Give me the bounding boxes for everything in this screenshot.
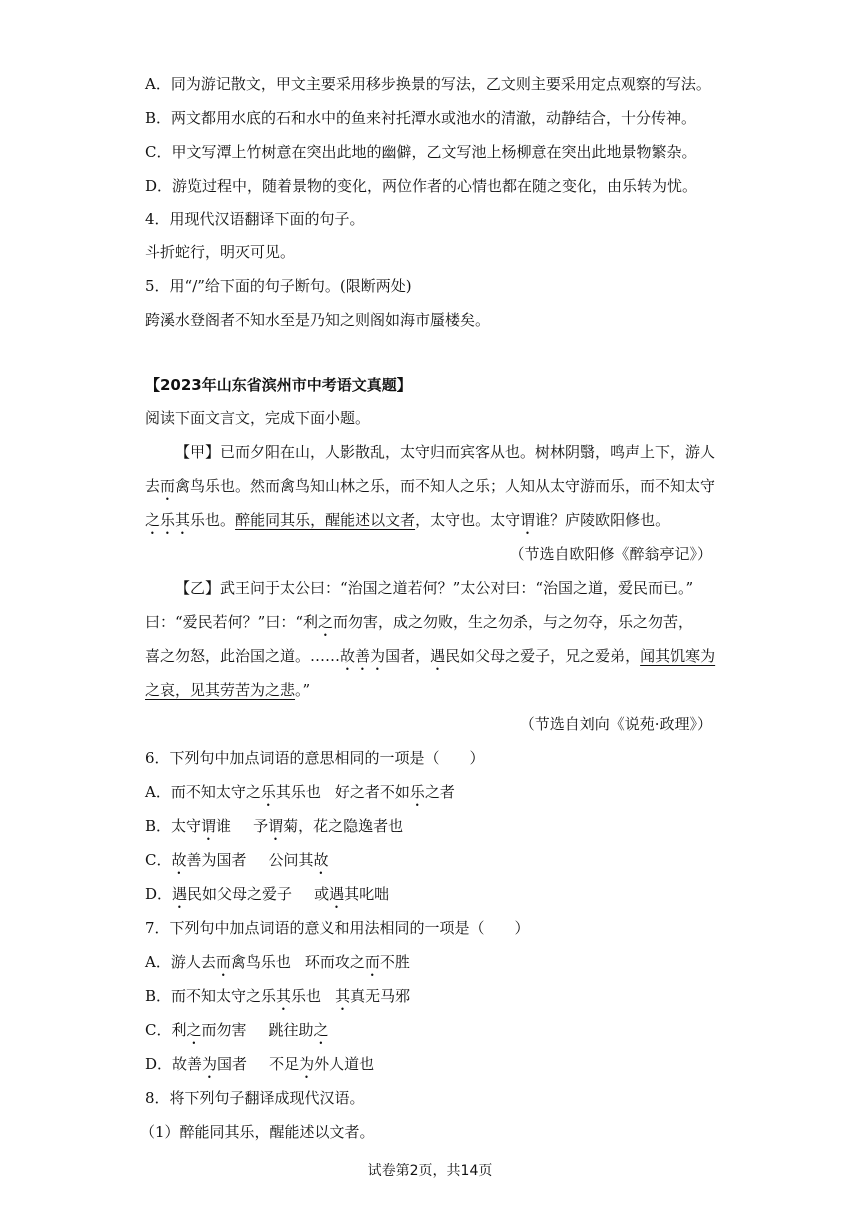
- text: 乐也。: [190, 511, 236, 529]
- yi-line-1: 【乙】武王问于太公曰：“治国之道若何？”太公对曰：“治国之道，爱民而已。”: [175, 579, 694, 597]
- dotted-word: 遇: [329, 885, 345, 903]
- jia-line-2: [145, 476, 715, 504]
- text: 民如父母之爱子: [187, 885, 293, 903]
- text: 之者: [424, 783, 455, 801]
- q6-option-a: [145, 782, 455, 810]
- dotted-word: 为: [202, 1055, 218, 1073]
- underlined-sentence: 之哀，见其劳苦为之悲: [145, 681, 296, 699]
- dotted-word: 而: [364, 953, 380, 971]
- text: 其乐也: [275, 783, 321, 801]
- text: D．故善: [145, 1055, 203, 1073]
- underlined-sentence: 醉能同其乐，醒能述以文者: [235, 511, 416, 529]
- q7-option-d: [145, 1054, 374, 1082]
- word: 去: [145, 477, 161, 495]
- text: 或: [314, 885, 330, 903]
- dotted-word: 故: [340, 647, 356, 665]
- text: C．: [145, 851, 172, 869]
- dotted-word: 乐: [260, 783, 276, 801]
- text: 善为国者: [186, 851, 247, 869]
- text: ，太守也。太守: [415, 511, 521, 529]
- text: 。”: [295, 681, 311, 699]
- yi-line-4: [145, 680, 310, 700]
- dotted-word: 遇: [430, 647, 446, 665]
- text: 不足: [269, 1055, 300, 1073]
- text: C．利: [145, 1021, 187, 1039]
- dotted-word: 其: [335, 987, 351, 1005]
- text: 禽鸟乐也。然而禽鸟知山林之乐，而不知人之乐；人知从太守游而乐，而不知太守: [175, 477, 716, 495]
- dotted-word: 谓: [520, 511, 536, 529]
- text: 环而攻之: [304, 953, 365, 971]
- text: 曰：“爱民若何？”曰：“利: [145, 613, 319, 631]
- dotted-word: 之: [318, 613, 334, 631]
- text: 其叱咄: [344, 885, 390, 903]
- dotted-word: 故: [313, 851, 329, 869]
- q7-option-b: [145, 986, 410, 1014]
- yi-source: （节选自刘向《说苑·政理》）: [519, 715, 712, 733]
- dotted-word: 而: [215, 953, 231, 971]
- jia-line-1: 【甲】已而夕阳在山，人影散乱，太守归而宾客从也。树林阴翳，鸣声上下，游人: [175, 443, 716, 461]
- jia-line-3: [145, 510, 670, 538]
- dotted-word: 为: [370, 647, 386, 665]
- text: A．而不知太守之: [145, 783, 261, 801]
- dotted-word: 谓: [268, 817, 284, 835]
- text: 不胜: [379, 953, 410, 971]
- yi-line-3: [145, 646, 715, 674]
- q3-option-c: C．甲文写潭上竹树意在突出此地的幽僻，乙文写池上杨柳意在突出此地景物繁杂。: [145, 143, 697, 161]
- q7-stem: 7．下列句中加点词语的意义和用法相同的一项是（ ）: [145, 919, 530, 937]
- dotted-word: 其: [175, 511, 191, 529]
- q3-option-d: D．游览过程中，随着景物的变化，两位作者的心情也都在随之变化，由乐转为忧。: [145, 177, 698, 195]
- q8-sub-1: （1）醉能同其乐，醒能述以文者。: [140, 1123, 375, 1141]
- instruction: 阅读下面文言文，完成下面小题。: [145, 409, 371, 427]
- text: A．游人去: [145, 953, 216, 971]
- text: 真无马邪: [350, 987, 411, 1005]
- dotted-word: 而: [160, 477, 176, 495]
- q4-stem: 4．用现代汉语翻译下面的句子。: [145, 210, 365, 228]
- q6-option-d: [145, 884, 389, 912]
- underlined-sentence: 闻其饥寒为: [640, 647, 716, 665]
- text: 乐也: [291, 987, 322, 1005]
- text: 予: [253, 817, 269, 835]
- text: B．太守: [145, 817, 202, 835]
- q6-option-c: [145, 850, 329, 878]
- text: 菊，花之隐逸者也: [283, 817, 404, 835]
- q5-sentence: 跨溪水登阁者不知水至是乃知之则阁如海市蜃楼矣。: [145, 311, 491, 329]
- jia-source: （节选自欧阳修《醉翁亭记》）: [509, 545, 712, 563]
- dotted-word: 故: [171, 851, 187, 869]
- q6-stem: 6．下列句中加点词语的意思相同的一项是（ ）: [145, 749, 485, 767]
- q5-stem: 5．用“/”给下面的句子断句。(限断两处): [145, 277, 412, 295]
- text: 外人道也: [314, 1055, 375, 1073]
- dotted-word: 遇: [172, 885, 188, 903]
- dotted-word: 谓: [201, 817, 217, 835]
- q7-option-c: [145, 1020, 329, 1048]
- dotted-word: 其: [276, 987, 292, 1005]
- q3-option-b: B．两文都用水底的石和水中的鱼来衬托潭水或池水的清澈，动静结合，十分传神。: [145, 109, 697, 127]
- text: 公问其: [268, 851, 314, 869]
- text: 喜之勿怒，此治国之道。……: [145, 647, 341, 665]
- text: 跳往助: [268, 1021, 314, 1039]
- dotted-word: 为: [299, 1055, 315, 1073]
- yi-line-2: [145, 612, 693, 640]
- dotted-word: 之: [186, 1021, 202, 1039]
- text: 好之者不如: [334, 783, 410, 801]
- text: D．: [145, 885, 173, 903]
- q6-option-b: [145, 816, 403, 844]
- q8-stem: 8．将下列句子翻译成现代汉语。: [145, 1089, 365, 1107]
- dotted-word: 善: [355, 647, 371, 665]
- text: 国者，: [385, 647, 431, 665]
- dotted-word: 之: [313, 1021, 329, 1039]
- q3-option-a: A．同为游记散文，甲文主要采用移步换景的写法，乙文则主要采用定点观察的写法。: [145, 75, 711, 93]
- text: 禽鸟乐也: [230, 953, 291, 971]
- q4-sentence: 斗折蛇行，明灭可见。: [145, 243, 296, 261]
- dotted-word: 乐: [160, 511, 176, 529]
- text: 民如父母之爱子，兄之爱弟，: [445, 647, 641, 665]
- q7-option-a: [145, 952, 410, 980]
- section-title: 【2023年山东省滨州市中考语文真题】: [145, 376, 412, 394]
- text: 而勿害: [201, 1021, 247, 1039]
- page-footer: 试卷第2页，共14页: [367, 1163, 493, 1179]
- text: B．而不知太守之乐: [145, 987, 277, 1005]
- text: 谁: [216, 817, 232, 835]
- dotted-word: 之: [145, 511, 161, 529]
- dotted-word: 乐: [409, 783, 425, 801]
- text: 国者: [217, 1055, 248, 1073]
- text: 而勿害，成之勿败，生之勿杀，与之勿夺，乐之勿苦，: [333, 613, 694, 631]
- text: 谁？庐陵欧阳修也。: [535, 511, 671, 529]
